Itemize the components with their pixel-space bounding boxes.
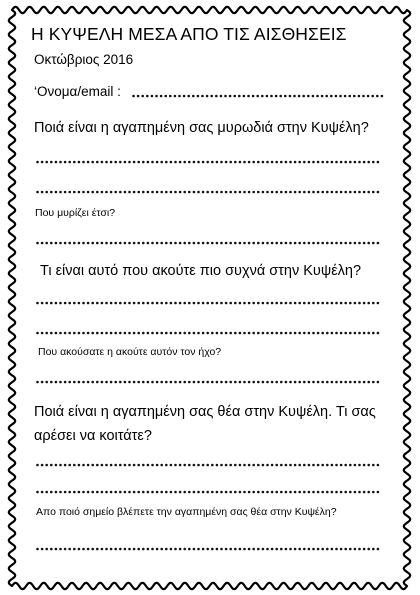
answer-line[interactable] [36, 331, 382, 335]
question-smell-where: Που μυρίζει έτσι? [35, 207, 116, 219]
answer-line[interactable] [36, 160, 382, 164]
form-title: Η ΚΥΨΕΛΗ ΜΕΣΑ ΑΠΟ ΤΙΣ ΑΙΣΘΗΣΕΙΣ [31, 24, 347, 44]
question-smell: Ποιά είναι η αγαπημένη σας μυρωδιά στην Κυψέλη? [34, 120, 369, 136]
question-sound: Τι είναι αυτό που ακούτε πιο συχνά στην Κυψέλη? [40, 263, 362, 279]
answer-line[interactable] [36, 463, 382, 467]
question-view-line2: αρέσει να κοιτάτε? [34, 428, 152, 444]
answer-line[interactable] [36, 190, 382, 194]
name-email-answer-line[interactable] [132, 94, 384, 98]
answer-line[interactable] [36, 301, 382, 305]
answer-line[interactable] [36, 241, 382, 245]
question-sound-where: Που ακούσατε η ακούτε αυτόν τον ήχο? [38, 346, 222, 358]
question-view-where: Απο ποιό σημείο βλέπετε την αγαπημένη σας θέα στην Κυψέλη? [36, 506, 337, 518]
answer-line[interactable] [36, 380, 382, 384]
answer-line[interactable] [36, 547, 382, 551]
question-view-line1: Ποιά είναι η αγαπημένη σας θέα στην Κυψέλη. Τι σας [34, 404, 376, 420]
name-email-label: ‘Ονομα/email : [34, 84, 121, 99]
answer-line[interactable] [36, 490, 382, 494]
form-date: Οκτώβριος 2016 [34, 52, 134, 67]
